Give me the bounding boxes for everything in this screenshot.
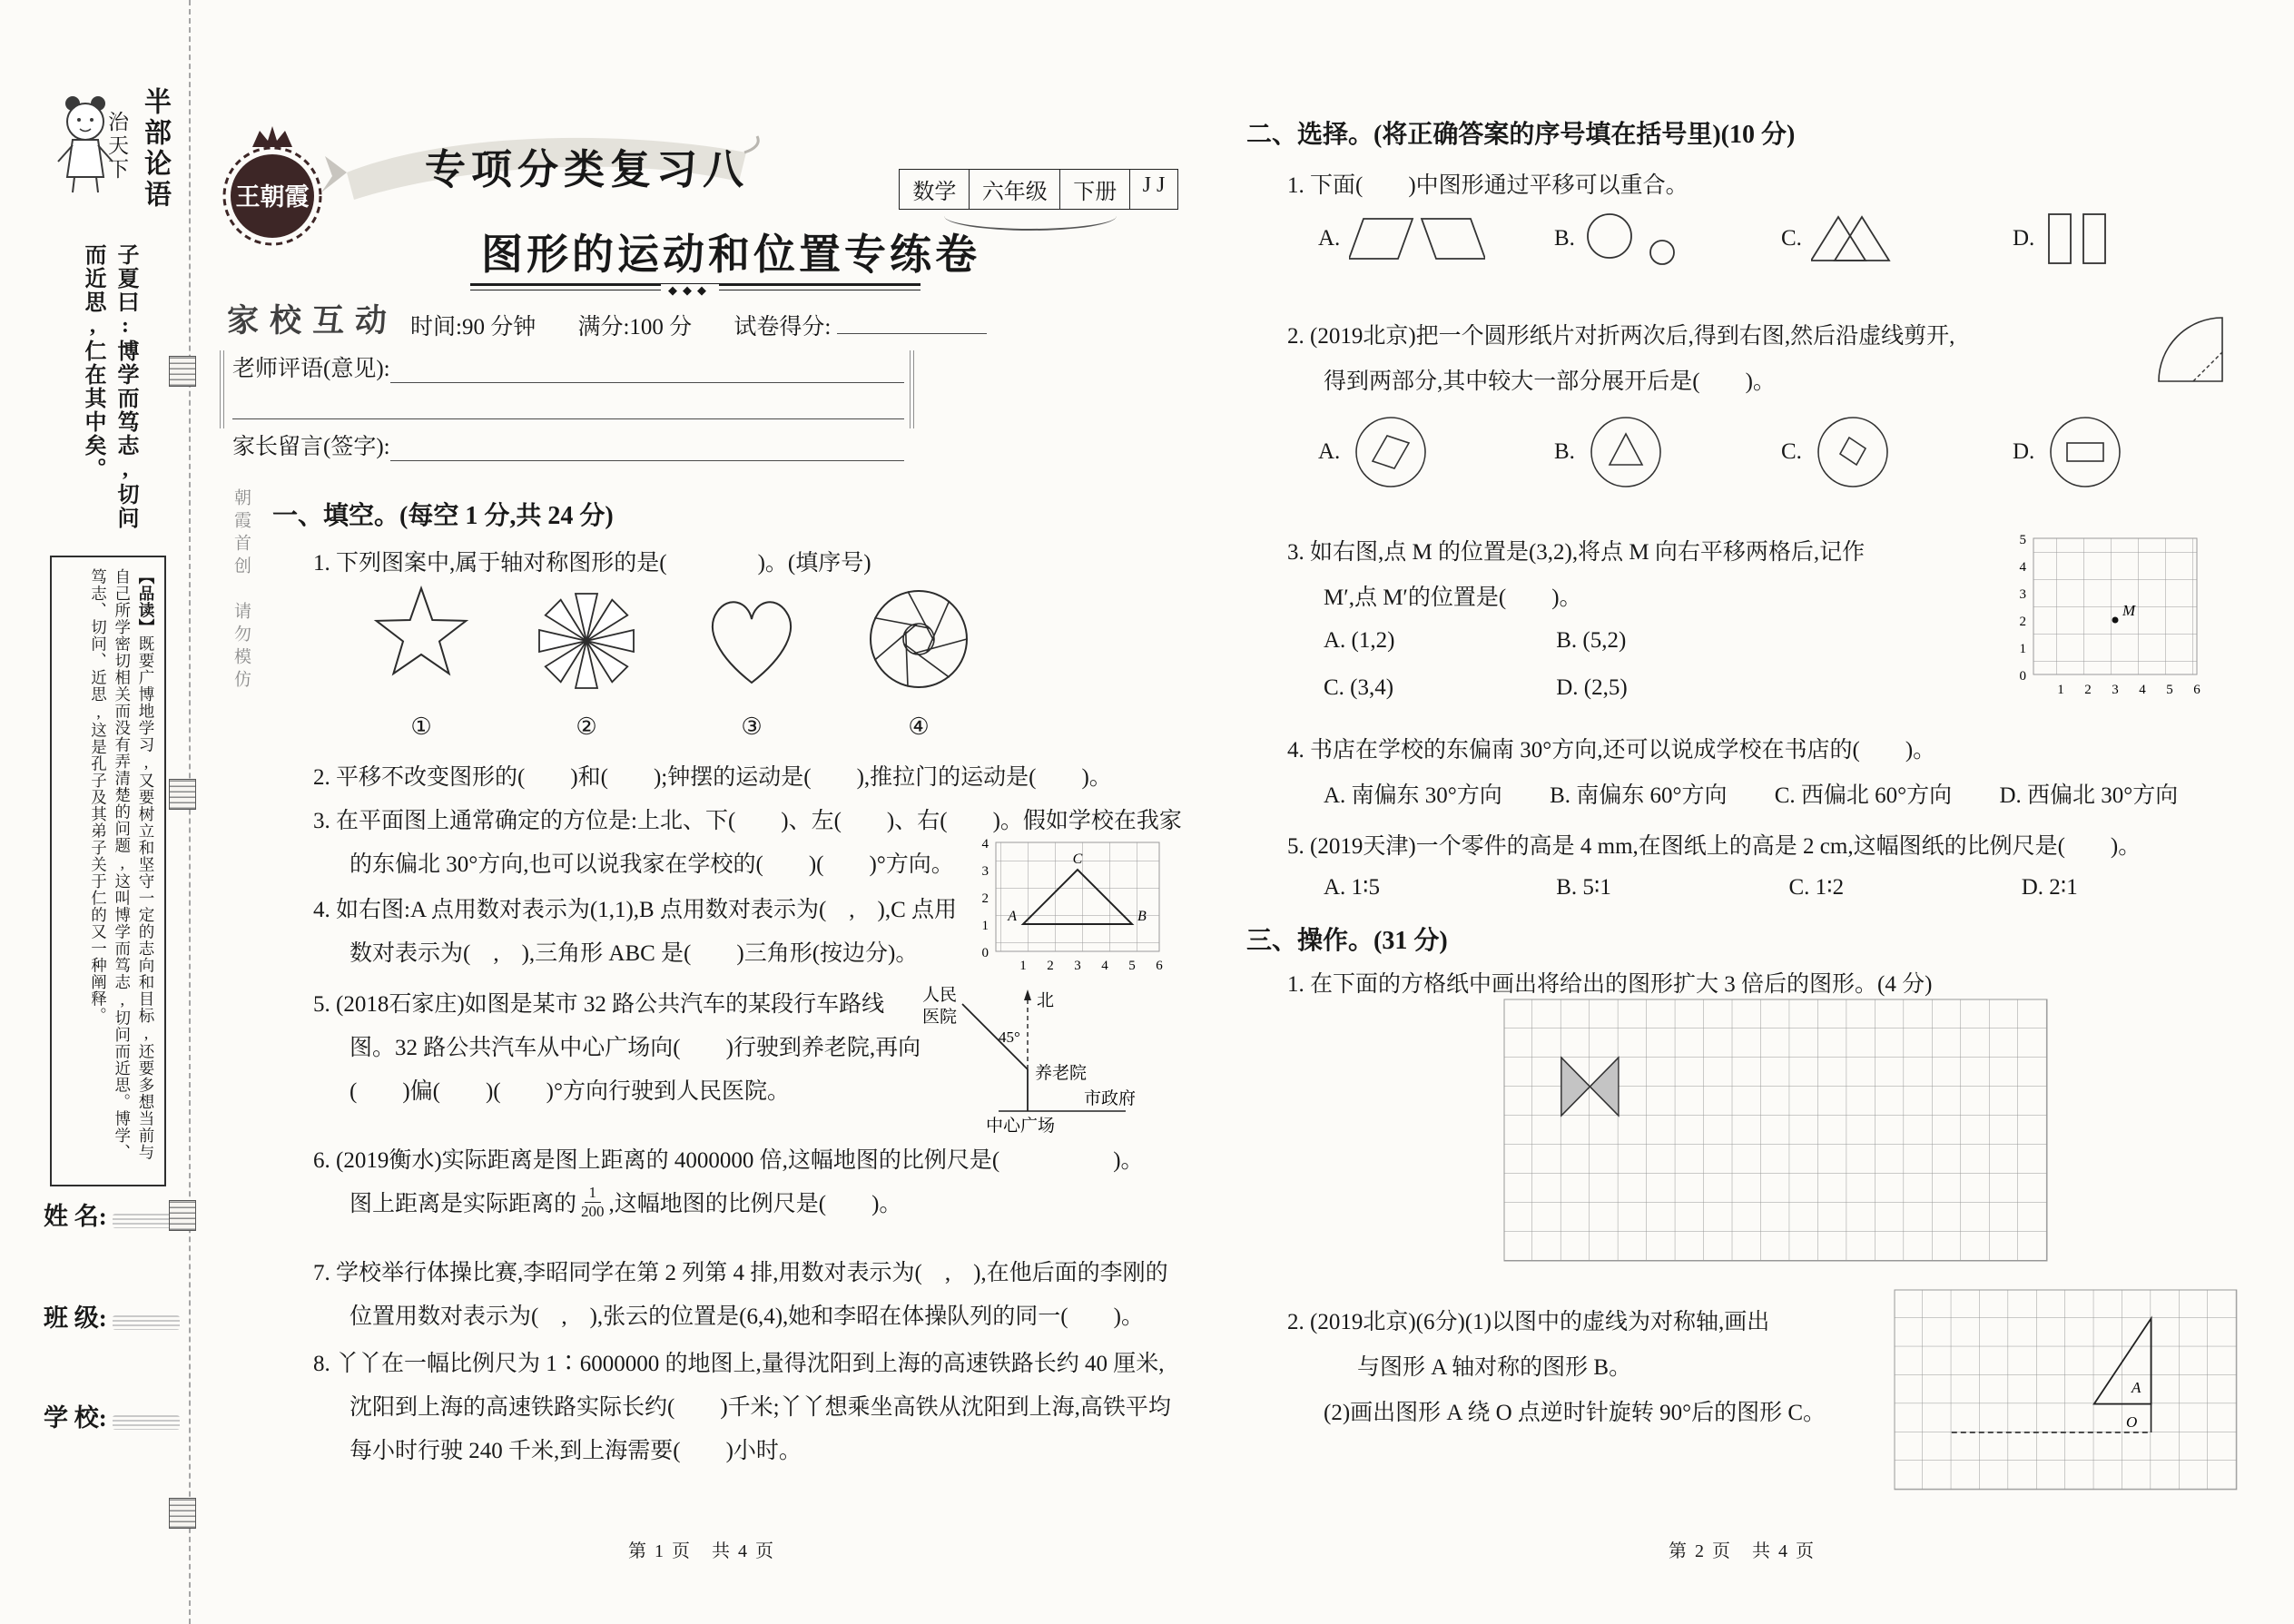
axis-label: 5 (2166, 683, 2173, 697)
field-school-label: 学 校: (44, 1404, 107, 1432)
field-class-blank (113, 1315, 180, 1330)
field-class-label: 班 级: (44, 1304, 107, 1332)
q4-option-B: B. 南偏东 60°方向 (1550, 783, 1728, 808)
exam-info (410, 309, 987, 341)
exam-time: 时间:90 分钟 (410, 315, 537, 340)
q7-line1: 7. 学校举行体操比赛,李昭同学在第 2 列第 4 排,用数对表示为( , ),在他后面的李刚的 (313, 1261, 1168, 1285)
pinwheel-figure (527, 581, 646, 701)
axis-label: 3 (1074, 959, 1081, 973)
q6-line2b: ,这幅地图的比例尺是( )。 (608, 1192, 902, 1216)
point-b-label: B (1137, 909, 1147, 924)
q2-text: 2. 平移不改变图形的( )和( );钟摆的运动是( ),推拉门的运动是( )。 (313, 765, 1112, 790)
point-c-label: C (1072, 851, 1083, 867)
axis-label: 4 (2019, 560, 2026, 575)
field-school (44, 1398, 180, 1433)
s2-q1-text: 1. 下面( )中图形通过平移可以重合。 (1287, 173, 1689, 198)
option-C (1781, 410, 2013, 494)
teacher-comment-label: 老师评语(意见): (232, 357, 390, 381)
q8-line1: 8. 丫丫在一幅比例尺为 1∶6000000 的地图上,量得沈阳到上海的高速铁路长约 40 厘米, (313, 1352, 1165, 1376)
s2-q5-options (1324, 873, 2078, 901)
q3-line1: 3. 在平面图上通常确定的方位是:上北、下( )、左( )、右( )。假如学校在我家 (313, 809, 1182, 833)
axis-label: 1 (2019, 642, 2026, 656)
hospital-label-1: 人民 (922, 986, 958, 1005)
s2-q2-line1: 2. (2019北京)把一个圆形纸片对折两次后,得到右图,然后沿虚线剪开, (1287, 324, 1955, 349)
q5-option-A: A. 1∶5 (1324, 875, 1381, 900)
s3-q1-text: 1. 在下面的方格纸中画出将给出的图形扩大 3 倍后的图形。(4 分) (1287, 972, 1933, 997)
figure4-number: ④ (908, 714, 930, 740)
section2-heading: 二、选择。(将正确答案的序号填在括号里)(10 分) (1246, 121, 1796, 149)
brand-motto-sub: 治天下 (105, 111, 128, 182)
pindu-title: 【品读】 (137, 568, 155, 635)
point-m-label: M (2122, 602, 2136, 619)
aperture-figure (859, 581, 979, 701)
parallelograms-figure (1349, 213, 1485, 264)
page1-footer: 第 1 页 共 4 页 (628, 1541, 775, 1561)
q6-line2a: 图上距离是实际距离的 (350, 1192, 577, 1216)
brand-motto-main: 半部论语 (140, 87, 170, 211)
axis-label: 6 (1156, 959, 1163, 973)
decor-left-rules (220, 350, 224, 428)
two-circles-figure (1584, 211, 1693, 267)
point-o-label: O (2126, 1413, 2138, 1431)
coordinate-grid-m (2002, 525, 2229, 706)
s3-q2-line3: (2)画出图形 A 绕 O 点逆时针旋转 90°后的图形 C。 (1324, 1401, 1826, 1425)
axis-label: 2 (2019, 615, 2026, 629)
copyright-watermark: 朝霞首创 请勿模仿 (231, 488, 251, 693)
s2-q4-options (1324, 777, 2178, 810)
fraction-numerator: 1 (585, 1184, 602, 1203)
axis-label: 1 (1019, 959, 1027, 973)
axis-label: 0 (2019, 669, 2026, 684)
tag-volume: 下册 (1059, 169, 1130, 210)
city-hall-label: 市政府 (1084, 1089, 1137, 1108)
two-rectangles-figure (2043, 212, 2134, 266)
s2-q3-options-cd (1324, 675, 1628, 701)
enlargement-grid (1503, 999, 2048, 1262)
option-A (1318, 410, 1554, 494)
circle-square-figure (1811, 410, 1895, 494)
pindu-text (58, 568, 158, 1174)
axis-label: 5 (2019, 533, 2026, 547)
option-A-letter: A. (1318, 226, 1341, 251)
seal-stamp (169, 356, 196, 387)
folded-paper-figure (2150, 307, 2236, 393)
angle-label: 45° (999, 1029, 1020, 1046)
field-name-label: 姓 名: (44, 1203, 107, 1230)
q8-line2: 沈阳到上海的高速铁路实际长约( )千米;丫丫想乘坐高铁从沈阳到上海,高铁平均 (350, 1395, 1171, 1420)
seal-stamp (169, 779, 196, 810)
page-title: 图形的运动和位置专练卷 (481, 231, 980, 278)
s2-q2-line2: 得到两部分,其中较大一部分展开后是( )。 (1324, 369, 1776, 394)
axis-label: 5 (1128, 959, 1136, 973)
home-school-banner: 家校互动 (227, 303, 399, 339)
s2-q3-line1: 3. 如右图,点 M 的位置是(3,2),将点 M 向右平移两格后,记作 (1287, 540, 1866, 565)
option-A (1318, 211, 1554, 267)
nursing-home-label: 养老院 (1035, 1064, 1088, 1083)
axis-label: 4 (981, 837, 989, 851)
q6-line2 (350, 1173, 901, 1231)
title-ornament: ◆◆◆ (661, 284, 719, 297)
q3-line2: 的东偏北 30°方向,也可以说我家在学校的( )( )°方向。 (350, 852, 954, 877)
q3-option-D: D. (2,5) (1556, 675, 1628, 700)
axis-label: 6 (2193, 683, 2200, 697)
axis-label: 2 (2084, 683, 2092, 697)
axis-label: 3 (981, 864, 989, 879)
field-name (44, 1196, 180, 1232)
sidebar-quote: 子夏曰:博学而笃志,切问而近思,仁在其中矣。 (81, 243, 137, 530)
exam-score-label: 试卷得分: (733, 315, 832, 340)
s3-q2-line1: 2. (2019北京)(6分)(1)以图中的虚线为对称轴,画出 (1287, 1310, 1770, 1334)
s2-q3-options-ab (1324, 628, 1626, 654)
s2-q1-options (1318, 211, 2235, 267)
option-B-letter: B. (1554, 226, 1575, 251)
figure3-number: ③ (741, 714, 763, 740)
axis-label: 1 (2057, 683, 2064, 697)
q6-fraction (581, 1184, 605, 1220)
brand-logo (218, 123, 327, 251)
parent-comment-line (390, 434, 904, 461)
rotation-grid (1894, 1289, 2239, 1491)
q1-text: 1. 下列图案中,属于轴对称图形的是( )。(填序号) (313, 551, 871, 576)
s2-q2-options (1318, 410, 2235, 494)
circle-rectangle-figure (2043, 410, 2127, 494)
exam-fullscore: 满分:100 分 (577, 315, 693, 340)
page2-footer: 第 2 页 共 4 页 (1669, 1541, 1816, 1561)
coordinate-grid-abc (973, 833, 1177, 974)
q4-option-D: D. 西偏北 30°方向 (1999, 783, 2179, 808)
q6-line1: 6. (2019衡水)实际距离是图上距离的 4000000 倍,这幅地图的比例尺是( )。 (313, 1148, 1144, 1173)
axis-label: 4 (1101, 959, 1108, 973)
circle-rhombus-figure (1349, 410, 1433, 494)
north-label: 北 (1037, 991, 1055, 1010)
axis-label: 3 (2112, 683, 2119, 697)
shape-a-label: A (2132, 1379, 2141, 1396)
seal-stamp (169, 1200, 196, 1231)
tag-grade: 六年级 (969, 169, 1061, 210)
s2-q3-line2: M′,点 M′的位置是( )。 (1324, 586, 1582, 610)
axis-label: 2 (981, 891, 989, 906)
section1-heading: 一、填空。(每空 1 分,共 24 分) (272, 502, 614, 530)
axis-label: 3 (2019, 587, 2026, 602)
option-C (1781, 211, 2013, 267)
teacher-comment-line (390, 356, 904, 383)
s2-q5-line1: 5. (2019天津)一个零件的高是 4 mm,在图纸上的高是 2 cm,这幅图纸的比例尺是( )。 (1287, 834, 2141, 859)
option-D (2013, 211, 2212, 267)
q5-option-B: B. 5∶1 (1556, 875, 1611, 900)
q5-line3: ( )偏( )( )°方向行驶到人民医院。 (350, 1079, 790, 1104)
q5-line2: 图。32 路公共汽车从中心广场向( )行驶到养老院,再向 (350, 1036, 921, 1060)
point-a-label: A (1008, 909, 1017, 924)
q4-line2: 数对表示为( , ),三角形 ABC 是( )三角形(按边分)。 (350, 941, 919, 966)
option-B (1554, 211, 1781, 267)
figure1-number: ① (410, 714, 432, 740)
heart-figure (692, 581, 812, 701)
option-C-letter: C. (1781, 226, 1802, 251)
decor-right-rules (910, 350, 914, 428)
q5-option-D: D. 2∶1 (2021, 875, 2078, 900)
q8-line3: 每小时行驶 240 千米,到上海需要( )小时。 (350, 1439, 802, 1463)
section3-heading: 三、操作。(31 分) (1246, 927, 1448, 955)
comments-block (232, 345, 904, 461)
circle-triangle-figure (1584, 410, 1668, 494)
figure2-number: ② (576, 714, 597, 740)
score-blank (837, 316, 987, 334)
tag-subject: 数学 (899, 169, 970, 210)
field-class (44, 1298, 180, 1334)
seal-stamp (169, 1498, 196, 1529)
option-B (1554, 410, 1781, 494)
banner-title: 专项分类复习八 (425, 147, 750, 192)
s2-q4-line1: 4. 书店在学校的东偏南 30°方向,还可以说成学校在书店的( )。 (1287, 738, 1936, 763)
edition-tags (901, 169, 1178, 210)
q3-option-C: C. (3,4) (1324, 675, 1394, 700)
q4-option-A: A. 南偏东 30°方向 (1324, 783, 1502, 808)
perforation-line (189, 0, 191, 1624)
axis-label: 2 (1047, 959, 1054, 973)
hospital-label-2: 医院 (922, 1008, 958, 1027)
bus-route-diagram (915, 973, 1178, 1137)
fraction-denominator: 200 (581, 1202, 605, 1220)
two-triangles-figure (1811, 212, 1920, 266)
option-D-letter: D. (2013, 439, 2035, 464)
axis-label: 1 (981, 919, 989, 933)
option-D (2013, 410, 2212, 494)
q7-line2: 位置用数对表示为( , ),张云的位置是(6,4),她和李昭在体操队列的同一( )。 (350, 1304, 1144, 1329)
field-school-blank (113, 1415, 180, 1430)
q4-line1: 4. 如右图:A 点用数对表示为(1,1),B 点用数对表示为( , ),C 点用 (313, 898, 958, 922)
q5-line1: 5. (2018石家庄)如图是某市 32 路公共汽车的某段行车路线 (313, 992, 885, 1017)
logo-text: 王朝霞 (235, 183, 310, 211)
q4-option-C: C. 西偏北 60°方向 (1774, 783, 1953, 808)
tag-edition: J J (1129, 169, 1179, 210)
q3-option-B: B. (5,2) (1556, 628, 1627, 653)
plaza-label: 中心广场 (986, 1117, 1056, 1136)
option-C-letter: C. (1781, 439, 1802, 464)
pindu-body: 既要广博地学习,又要树立和坚守一定的志向和目标,还要多想当前与自己所学密切相关而没有弄清楚的问题,这叫博学而笃志,切问而近思。博学、笃志、切问、近思,这是孔子及其弟子关于仁的又一种阐释。 (89, 568, 155, 1161)
s3-q2-line2: 与图形 A 轴对称的图形 B。 (1357, 1355, 1632, 1380)
axis-label: 0 (981, 946, 989, 960)
option-D-letter: D. (2013, 226, 2035, 251)
option-A-letter: A. (1318, 439, 1341, 464)
q3-option-A: A. (1,2) (1324, 628, 1395, 653)
parent-comment-label: 家长留言(签字): (232, 435, 390, 459)
pindu-box (50, 556, 166, 1186)
axis-label: 4 (2139, 683, 2146, 697)
star-figure (361, 581, 481, 701)
q5-option-C: C. 1∶2 (1788, 875, 1845, 900)
comment-line-2 (232, 383, 904, 419)
option-B-letter: B. (1554, 439, 1575, 464)
